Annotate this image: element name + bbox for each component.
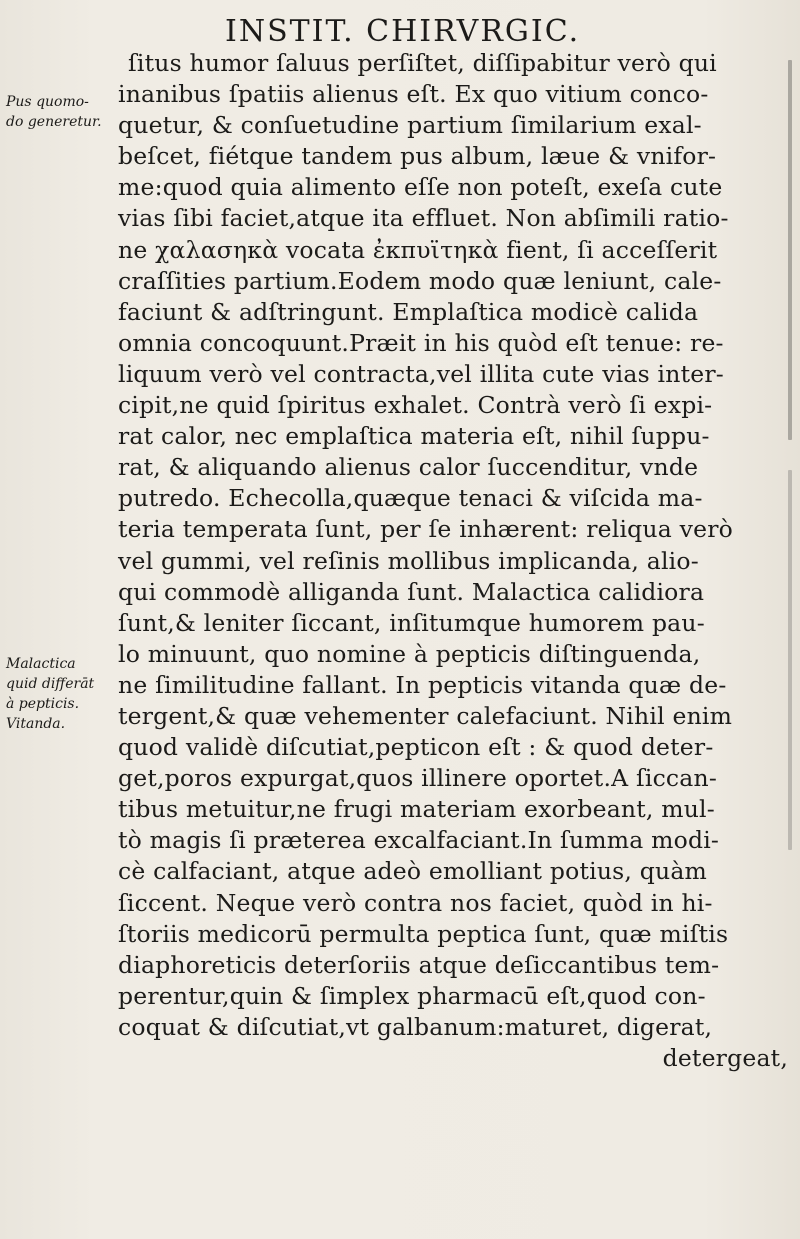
- text-line: tergent,& quæ vehementer calefaciunt. Nihil enim: [118, 701, 733, 730]
- text-line: get,poros expurgat,quos illinere oportet.A ſiccan-: [118, 764, 717, 793]
- text-line: coquat & diſcutiat,vt galbanum:maturet, digerat,: [118, 1012, 713, 1041]
- margin-note-line: quid differāt: [6, 676, 95, 692]
- text-line: tibus metuitur,ne frugi materiam exorbeant, mul-: [118, 795, 715, 824]
- text-line: faciunt & adſtringunt. Emplaſtica modicè calida: [118, 297, 699, 326]
- text-line: perentur,quin & ſimplex pharmacū eſt,quod con-: [118, 981, 706, 1010]
- text-line: qui commodè alliganda ſunt. Malactica calidiora: [118, 577, 705, 606]
- text-line: tò magis ſi præterea excalfaciant.In ſumma modi-: [118, 826, 720, 855]
- running-head: INSTIT. CHIRVRGIC.: [225, 14, 581, 49]
- text-line: omnia concoquunt.Præit in his quòd eſt tenue: re-: [118, 328, 724, 357]
- binding-edge-mark: [788, 60, 792, 440]
- text-line: cipit,ne quid ſpiritus exhalet. Contrà verò ſi expi-: [118, 391, 713, 420]
- text-line: ne ſimilitudine fallant. In pepticis vitanda quæ de-: [118, 670, 727, 699]
- margin-note-malactica: [6, 654, 126, 734]
- margin-note-pus: [6, 92, 126, 132]
- text-line: putredo. Echecolla,quæque tenaci & viſcida ma-: [118, 484, 703, 513]
- text-line: vias ſibi faciet,atque ita effluet. Non abſimili ratio-: [118, 204, 729, 233]
- text-line: ſtoriis medicorū permulta peptica ſunt, quæ miſtis: [118, 919, 729, 948]
- text-line: quod validè diſcutiat,pepticon eſt : & quod deter-: [118, 733, 714, 762]
- margin-note-line: Vitanda.: [6, 716, 66, 732]
- text-line: ſitus humor ſaluus perſiſtet, diſſipabitur verò qui: [128, 49, 717, 77]
- text-line: lo minuunt, quo nomine à pepticis diſtinguenda,: [118, 639, 701, 668]
- text-line: diaphoreticis deterſoriis atque deſiccantibus tem-: [118, 950, 720, 979]
- catchword-line: detergeat,: [662, 1044, 788, 1072]
- text-line: cè calfaciant, atque adeò emolliant potius, quàm: [118, 857, 708, 886]
- margin-note-line: Malactica: [6, 656, 76, 672]
- text-line: quetur, & conſuetudine partium ſimilarium exal-: [118, 111, 702, 140]
- text-line: rat, & aliquando alienus calor ſuccenditur, vnde: [118, 453, 699, 482]
- text-line: ne χαλασηκὰ vocata ἐκπυϊτηκὰ fient, ſi acceſſerit: [118, 235, 718, 264]
- margin-note-line: à pepticis.: [6, 696, 80, 712]
- text-line: beſcet, fiétque tandem pus album, læue & vnifor-: [118, 142, 717, 171]
- margin-note-line: do generetur.: [6, 114, 102, 130]
- text-line: inanibus ſpatiis alienus eſt. Ex quo vitium conco-: [118, 80, 709, 109]
- text-line: vel gummi, vel reſinis mollibus implicanda, alio-: [118, 546, 699, 575]
- text-line: rat calor, nec emplaſtica materia eſt, nihil ſuppu-: [118, 422, 710, 451]
- body-text: [118, 48, 798, 1074]
- text-line: ſunt,& leniter ſiccant, inſitumque humorem pau-: [118, 608, 705, 637]
- text-line: me:quod quia alimento eſſe non poteſt, exeſa cute: [118, 173, 723, 202]
- text-line: teria temperata ſunt, per ſe inhærent: reliqua verò: [118, 515, 733, 544]
- margin-note-line: Pus quomo-: [6, 94, 89, 110]
- text-line: craſſities partium.Eodem modo quæ leniunt, cale-: [118, 266, 722, 295]
- text-line: ſiccent. Neque verò contra nos faciet, quòd in hi-: [118, 888, 713, 917]
- text-line: liquum verò vel contracta,vel illita cute vias inter-: [118, 359, 724, 388]
- binding-edge-mark: [788, 470, 792, 850]
